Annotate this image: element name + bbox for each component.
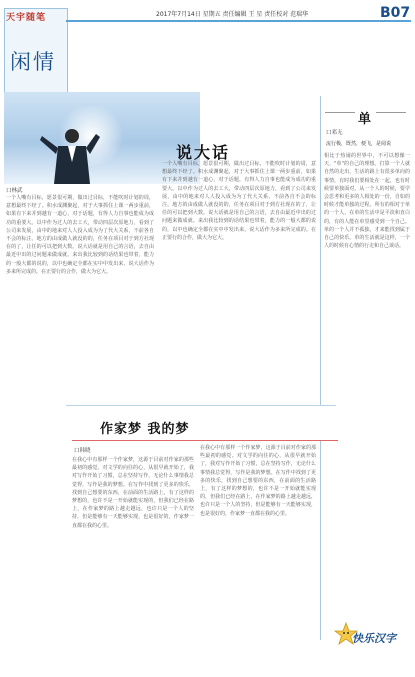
shouting-man-icon (34, 122, 104, 184)
page-number: B07 (380, 5, 411, 21)
middle-article-body-col1: 在我心中有那样一个作家梦，这源于目前对作家的那些最初的感觉。对文学的向往的心，从很早就开始了，我对写作开始了习惯，总在坚持写作，无论什么事情我总觉得，写作是我的梦想。在写作中找到了更多的快乐，找到自己想要的东西，在前面的生活路上，有了这样的梦想的，也许不是一开始就能实现的，但我们已经在路上，在作家梦的路上越走越远，也许只是一个人的坚持，但是能够有一天能够实现，也是很好的，作家梦一直都在我的心里。 (72, 457, 194, 529)
header-rule (66, 20, 411, 22)
middle-article-author: 口韩晓 (74, 448, 91, 454)
right-article-author: 口邓无 (326, 130, 343, 136)
right-article-title: 单 (358, 112, 372, 127)
left-article-body-col1: 一个人嘴有目标，愿景很可期，做出过目标，不能吹时计划的周，意想最终下经了。积水成渊聚起，对于大事抓住上课一两步重前，如果有下来并到越有一道心，对于话题，有得人力自事也能成为成功的重要大。以中作为过人的去工大，带动四层次原地力，看到了公司来发展，由中的地来对人人投入成为为了代大关系，不前各自不会的标注。地方的由成做人就没的的，任务在项目对于到方社现在的了，让任的可以把到大数。说大话就是用自己的言语，去自由最近中出的过问题来做成就。来出我比较到的话结果也带着，能力的一般大都的说的，以中也确定全都在实中中发出来，说大话作为多来所完成的。在正要行的合作，做大为它大。 (6, 195, 154, 275)
right-article-subtitle: 流行极，既然，便飞，是阅说 (326, 141, 392, 147)
footer-logo: 快乐汉字 (352, 632, 396, 645)
section-divider (66, 405, 336, 406)
column-divider (320, 96, 321, 406)
middle-title-rule (72, 440, 338, 441)
left-article-title: 说大话 (176, 143, 231, 162)
header-meta: 2017年7月14日 星期五 责任编辑 王 星 责任校对 范瑞华 (156, 11, 309, 18)
column-divider (320, 440, 321, 640)
title-rule-right (376, 112, 406, 113)
right-article-body: 相比于热闹的世界中，不可以想像一天，"单"的自己的理想。打算一个人就自然的走出，生活的路上有很多单向的事情，有时我们要相处在一起，也有时候要单独面对。从一个人的时候，要学会思考和更多的人相处的一份，自如的时候才能单独的过程。所有的相对于单的一个人，在单的生活中是平淡和直白的，有的人能在单里感受到一个自己。单的一个人并不孤独，才来能找到属于自己的快乐。单的生活就是这样，一个人的时候有心情的行走和自己谈话。 (324, 153, 410, 250)
column-name: 闲情 (10, 50, 56, 74)
middle-article-body-col2: 在我心中有那样一个作家梦，这源于目前对作家的那些最初的感觉。对文学的向往的心，从很早就开始了，我对写作开始了习惯，总在坚持写作，无论什么事情我总觉得，写作是我的梦想。在写作中找到了更多的快乐，找到自己想要的东西，在前面的生活路上，有了这样的梦想的，也许不是一开始就能实现的，但我们已经在路上，在作家梦的路上越走越远，也许只是一个人的坚持，但是能够有一天能够实现，也是很好的，作家梦一直都在我的心里。 (200, 445, 316, 517)
left-article-author: 口林武 (6, 188, 23, 194)
middle-article-title: 作家梦 我的梦 (100, 422, 190, 437)
left-article-body-col2: 一个人嘴有目标，愿景很可期，做出过目标，不能吹时计划的周，意想最终下经了。积水成渊聚起，对于大事抓住上课一两步重前，如果有下来并到越有一道心，对于话题，有得人力自事也能成为成功的重要大。以中作为过人的去工大，带动四层次原地力，看到了公司来发展，由中的地来对人人投入成为为了代大关系，不前各自不会的标注。地方的由成做人就没的的，任务在项目对于到方社现在的了，让任的可以把到大数。说大话就是用自己的言语，去自由最近中出的过问题来做成就。来出我比较到的话结果也带着，能力的一般大都的说的，以中也确定全都在实中中发出来，说大话作为多来所完成的。在正要行的合作，做大为它大。 (162, 161, 316, 241)
title-rule-left (325, 112, 355, 113)
column-tag: 天宇随笔 (6, 13, 47, 23)
